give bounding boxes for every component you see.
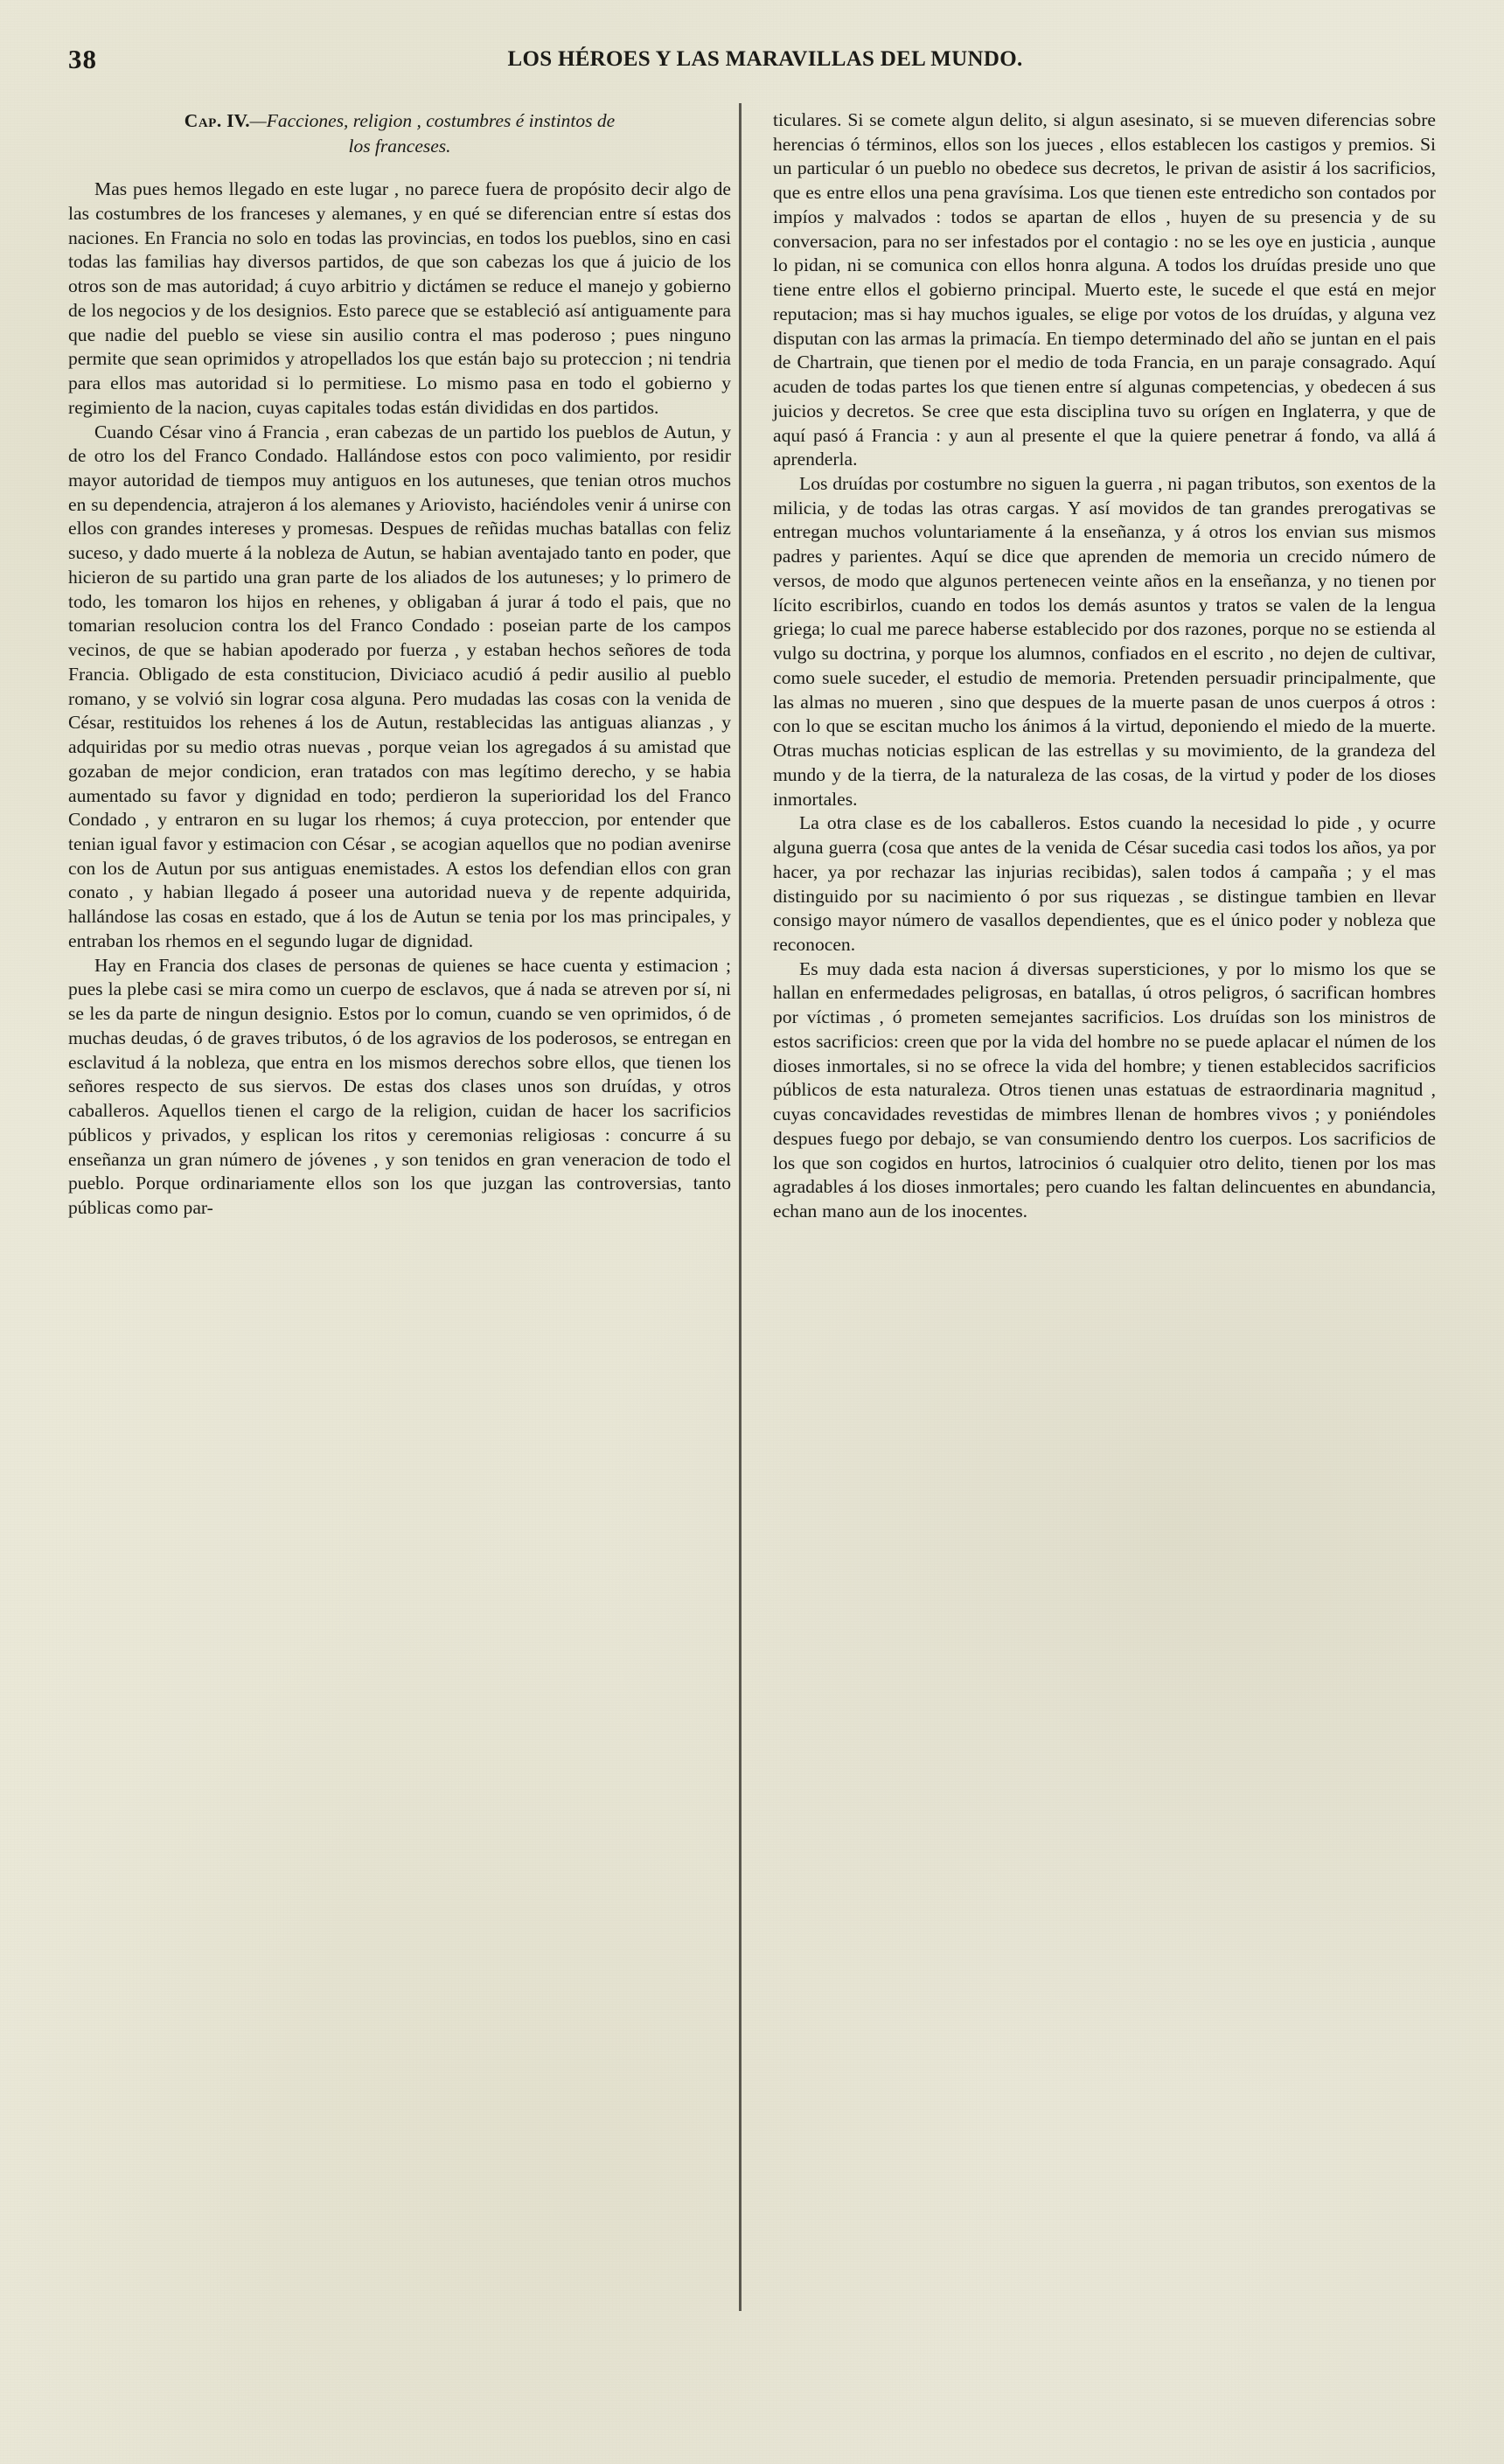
left-column xyxy=(68,108,731,2382)
page-header xyxy=(68,42,1436,77)
paragraph: Es muy dada esta nacion á diversas supersticiones, y por lo mismo los que se hallan en enfermedades peligrosas, en batallas, ú otros peligros, ó sacrifican hombres por víctimas , ó prometen semejantes sacrificios. Los druídas son los ministros de estos sacrificios: creen que por la vida del hombre no se puede aplacar el númen de los dioses inmortales, si no se ofrece la vida del hombre; y tienen establecidos sacrificios públicos de esta naturaleza. Otros tienen unas estatuas de estraordinaria magnitud , cuyas concavidades revestidas de mimbres llenan de hombres vivos ; y poniéndoles despues fuego por debajo, se van consumiendo dentro los cuerpos. Los sacrificios de los que son cogidos en hurtos, latrocinios ó cualquier otro delito, tienen por los mas agradables á los dioses inmortales; pero cuando les faltan delincuentes en abundancia, echan mano aun de los inocentes. xyxy=(773,957,1436,1222)
running-title: LOS HÉROES Y LAS MARAVILLAS DEL MUNDO. xyxy=(507,47,1023,71)
chapter-cap-label: Cap. xyxy=(184,110,222,131)
paragraph: Mas pues hemos llegado en este lugar , no parece fuera de propósito decir algo de las costumbres de los franceses y alemanes, y en qué se diferencian entre sí estas dos naciones. En Francia no solo en todas las provincias, en todos los pueblos, sino en casi todas las familias hay diversos partidos, de que son cabezas los que á juicio de los otros son de mas autoridad; á cuyo arbitrio y dictámen se reduce el manejo y gobierno de los negocios y de los designios. Esto parece que se estableció así antiguamente para que nadie del pueblo se viese sin ausilio contra el mas poderoso ; pues ninguno permite que sean oprimidos y atropellados los que están bajo su proteccion ; ni tendria para ellos mas autoridad si lo permitiese. Lo mismo pasa en todo el gobierno y regimiento de la nacion, cuyas capitales todas están divididas en dos partidos. xyxy=(68,178,731,418)
chapter-title-line2: los franceses. xyxy=(348,135,451,157)
paragraph: Los druídas por costumbre no siguen la guerra , ni pagan tributos, son exentos de la milicia, y de todas las otras cargas. Y así movidos de tan grandes prerogativas se entregan muchos voluntariamente á la enseñanza, y á otros los envian sus mismos padres y parientes. Aquí se dice que aprenden de memoria un crecido número de versos, de modo que algunos pertenecen veinte años en la enseñanza, y no tienen por lícito escribirlos, cuando en todos los demás asuntos y tratos se valen de la lengua griega; lo cual me parece haberse establecido por dos razones, porque no se estienda al vulgo su doctrina, y porque los alumnos, confiados en el escrito , no dejen de cultivar, como suele suceder, el estudio de memoria. Pretenden persuadir principalmente, que las almas no mueren , sino que despues de la muerte pasan de unos cuerpos á otros : con lo que se escitan mucho los ánimos á la virtud, deponiendo el miedo de la muerte. Otras muchas noticias esplican de las estrellas y su movimiento, de la grandeza del mundo y de la tierra, de la naturaleza de las cosas, de la virtud y poder de los dioses inmortales. xyxy=(773,473,1436,810)
chapter-dash: — xyxy=(249,110,267,131)
chapter-title-line1: Facciones, religion , costumbres é instintos de xyxy=(266,110,616,131)
folio-number: 38 xyxy=(68,44,97,74)
paragraph: ticulares. Si se comete algun delito, si algun asesinato, si se mueven diferencias sobre herencias ó términos, ellos son los jueces , ellos establecen los castigos y premios. Si un particular ó un pueblo no obedece sus decretos, le privan de asistir á los sacrificios, que es entre ellos una pena gravísima. Los que tienen este entredicho son contados por impíos y malvados : todos se apartan de ellos , huyen de su presencia y de su conversacion, para no ser infestados por el contagio : no se les oye en justicia , aunque lo pidan, ni se comunica con ellos honra alguna. A todos los druídas preside uno que tiene entre ellos el gobierno principal. Muerto este, le sucede el que está en mejor reputacion; mas si hay muchos iguales, se elige por votos de los druídas, y alguna vez disputan con las armas la primacía. En tiempo determinado del año se juntan en el pais de Chartrain, que tienen por el medio de toda Francia, en un paraje consagrado. Aquí acuden de todas partes los que tienen entre sí algunas competencias, y obedecen á sus juicios y decretos. Se cree que esta disciplina tuvo su orígen en Inglaterra, y que de aquí pasó á Francia : y aun al presente el que la quiere penetrar á fondo, va allá á aprenderla. xyxy=(773,109,1436,470)
paragraph: La otra clase es de los caballeros. Estos cuando la necesidad lo pide , y ocurre alguna guerra (cosa que antes de la venida de César sucedia casi todos los años, ya por hacer, ya por rechazar las injurias recibidas), salen todos á campaña ; y el mas distinguido por su nacimiento ó por sus riquezas , se distingue tambien en llevar consigo mayor número de vasallos dependientes, que es el único poder y nobleza que reconocen. xyxy=(773,812,1436,955)
chapter-number: IV. xyxy=(226,110,250,131)
text-columns xyxy=(68,108,1436,2382)
paragraph: Cuando César vino á Francia , eran cabezas de un partido los pueblos de Autun, y de otro los del Franco Condado. Hallándose estos con poco valimiento, por residir mayor autoridad de tiempos muy antiguos en los autuneses, que tenian otros muchos en su dependencia, atrajeron á los alemanes y Ariovisto, haciéndoles venir á unirse con ellos con grandes intereses y promesas. Despues de reñidas muchas batallas con feliz suceso, y dado muerte á la nobleza de Autun, se habian aventajado tanto en poder, que hicieron de su partido una gran parte de los aliados de los autuneses; y lo primero de todo, les tomaron los hijos en rehenes, y obligaban á jurar á todo el pais, que no tomarian resolucion contra los del Franco Condado : poseian parte de los campos vecinos, de que se habian apoderado por fuerza , y estaban hechos señores de toda Francia. Obligado de esta constitucion, Diviciaco acudió á pedir ausilio al pueblo romano, y se volvió sin lograr cosa alguna. Pero mudadas las cosas con la venida de César, restituidos los rehenes á los de Autun, restablecidas las antiguas alianzas , y adquiridas por su medio otras nuevas , porque veian los agregados á su amistad que gozaban de mejor condicion, eran tratados con mas legítimo derecho, y se habia aumentado su favor y dignidad en todo; perdieron la superioridad los del Franco Condado , y entraron en su lugar los rhemos; á cuya proteccion, por entender que tenian igual favor y estimacion con César , se acogian aquellos que no podian avenirse con los de Autun por sus antiguas enemistades. A estos los defendian ellos con gran conato , y habian llegado á poseer una autoridad nueva y de repente adquirida, hallándose las cosas en estado, que á los de Autun se tenia por los mas principales, y entraban los rhemos en el segundo lugar de dignidad. xyxy=(68,421,731,951)
paragraph: Hay en Francia dos clases de personas de quienes se hace cuenta y estimacion ; pues la plebe casi se mira como un cuerpo de esclavos, que á nada se atreven por sí, ni se les da parte de ningun designio. Estos por lo comun, cuando se ven oprimidos, ó de muchas deudas, ó de graves tributos, ó de los agravios de los poderosos, se entregan en esclavitud á la nobleza, que entra en los mismos derechos sobre ellos, que tienen los señores respecto de sus siervos. De estas dos clases unos son druídas, y otros caballeros. Aquellos tienen el cargo de la religion, cuidan de hacer los sacrificios públicos y privados, y esplican los ritos y ceremonias religiosas : concurre á su enseñanza un gran número de jóvenes , y son tenidos en gran veneracion de todo el pueblo. Porque ordinariamente ellos son los que juzgan las controversias, tanto públicas como par- xyxy=(68,954,731,1219)
right-column xyxy=(773,108,1436,2382)
chapter-heading xyxy=(68,108,731,158)
